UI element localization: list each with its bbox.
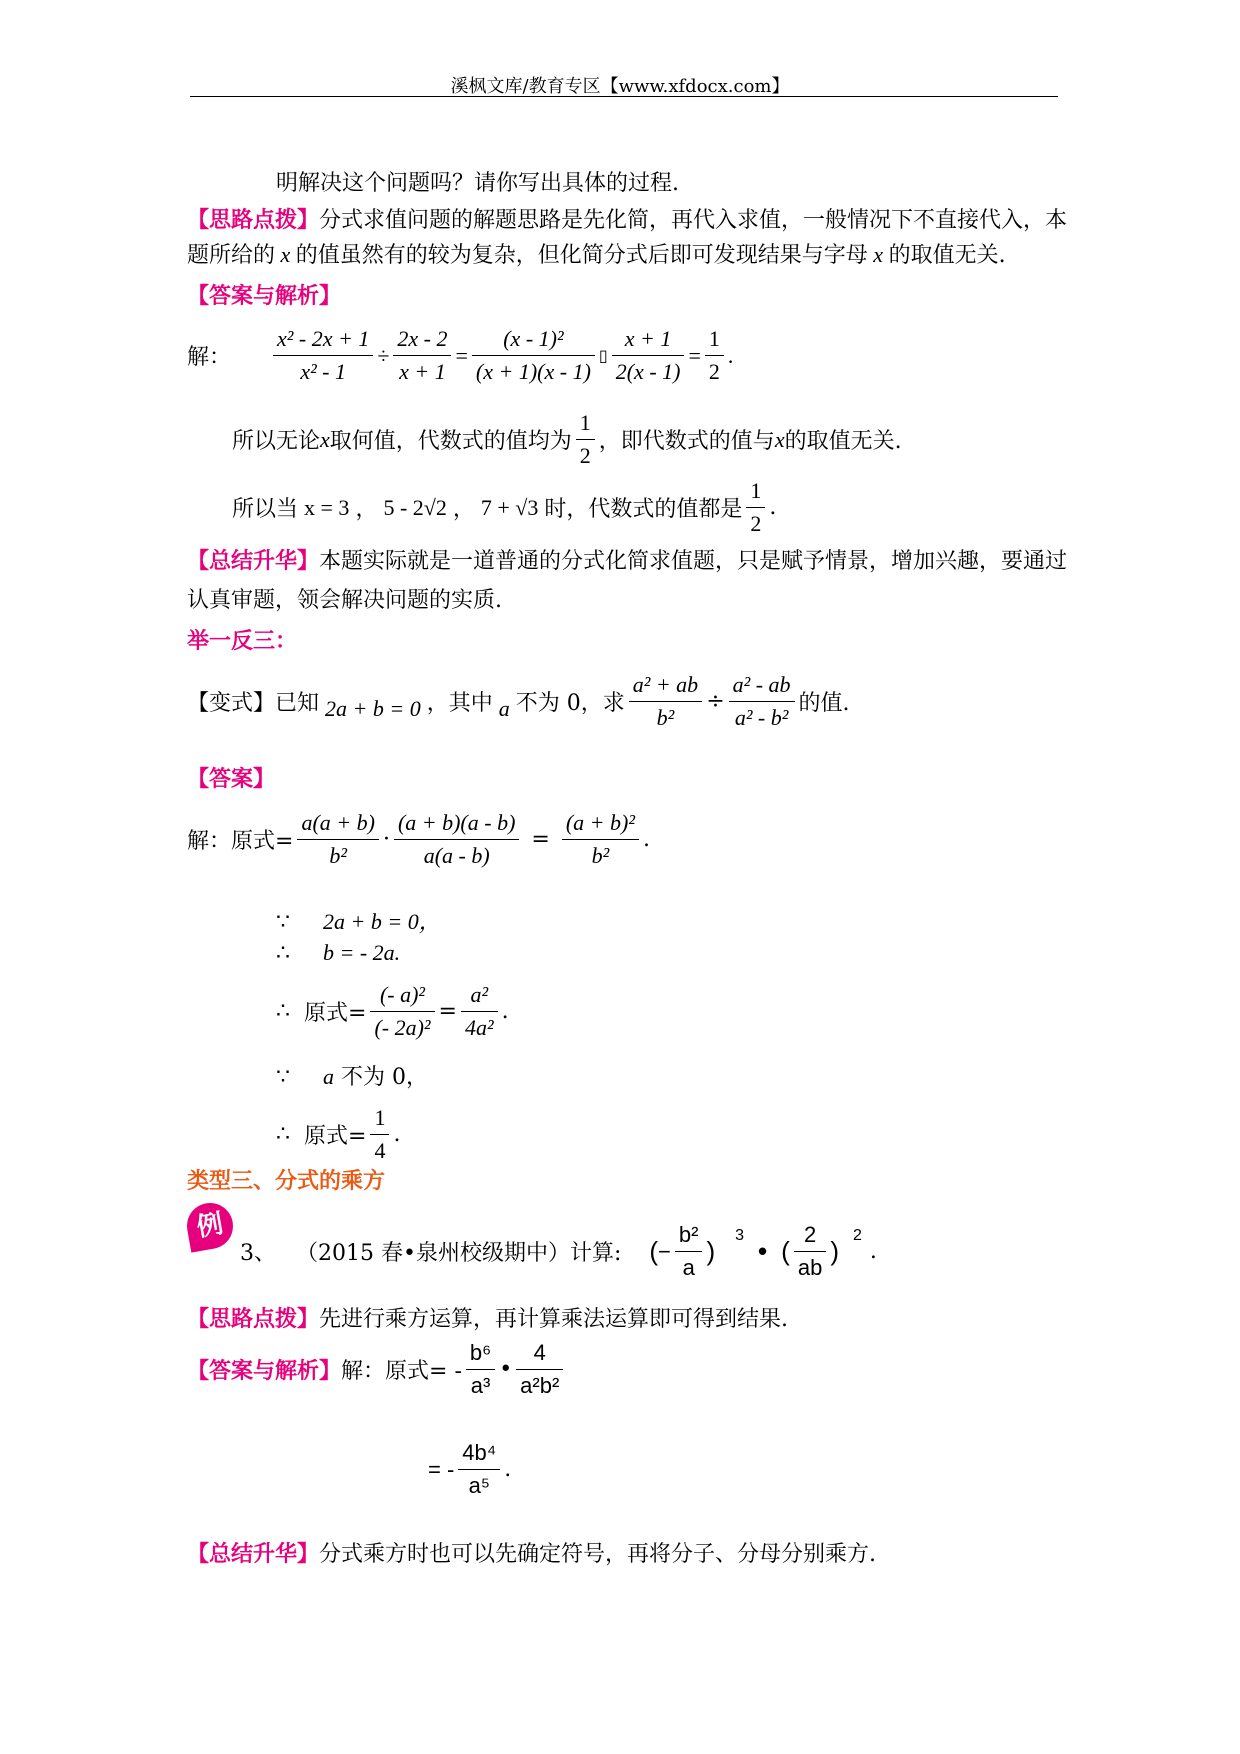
tip1-text-a: 分式求值问题的解题思路是先化简，再代入求值，一般情况下不直接代入，本 <box>319 208 1068 233</box>
fraction-result <box>461 982 498 1041</box>
page-header: 溪枫文库/教育专区【www.xfdocx.com】 <box>450 76 790 97</box>
denominator: a(a - b) <box>423 843 490 868</box>
period: . <box>393 1122 401 1147</box>
period: . <box>504 1457 512 1482</box>
numerator: 2x - 2 <box>393 326 451 356</box>
open-paren: ( <box>649 1236 659 1266</box>
text: 所以当 <box>232 497 299 522</box>
example-badge <box>183 1199 236 1252</box>
denominator: a³ <box>470 1373 491 1398</box>
solution3-expression <box>187 1340 567 1399</box>
period: . <box>642 827 650 852</box>
denominator: 4a² <box>464 1015 494 1040</box>
fraction-1 <box>629 672 702 731</box>
multiply-dot: • <box>499 1357 513 1382</box>
numerator: (x - 1)² <box>472 326 595 356</box>
close-paren: ) <box>830 1236 839 1266</box>
period: . <box>769 495 777 520</box>
denominator: 4 <box>374 1138 386 1163</box>
solution-prefix: 解： <box>187 345 232 370</box>
step-because-1 <box>276 905 441 936</box>
divide-sign: ÷ <box>377 342 390 368</box>
comma: ， <box>452 497 475 522</box>
exponent: 2 <box>852 1226 862 1244</box>
summary1-line-a <box>187 544 1067 575</box>
step-therefore-2 <box>276 982 509 1041</box>
value-three: 7 + √3 <box>480 494 539 520</box>
numerator: 1 <box>370 1105 389 1135</box>
denominator: a <box>682 1255 695 1280</box>
period: . <box>501 999 509 1024</box>
text: ，即代数式的值与 <box>598 429 775 454</box>
fraction-term2 <box>393 326 451 385</box>
answer1-label: 【答案与解析】 <box>187 284 342 309</box>
denominator: 2(x - 1) <box>615 359 681 384</box>
text: 所以无论 <box>232 429 321 454</box>
numerator: a² - ab <box>729 672 795 702</box>
tip1-text-b2: 的值虽然有的较为复杂，但化简分式后即可发现结果与字母 <box>295 243 868 268</box>
denominator: b² <box>329 843 347 868</box>
var-x: x <box>774 426 785 452</box>
solution2-expression <box>187 810 650 869</box>
numerator: 2 <box>794 1222 826 1252</box>
fraction-half <box>576 410 595 469</box>
continuation-line: 明解决这个问题吗？请你写出具体的过程. <box>276 171 679 196</box>
tip1-text-b3: 的取值无关. <box>888 243 1006 268</box>
numerator: x² - 2x + 1 <box>273 326 373 356</box>
summary1-text-a: 本题实际就是一道普通的分式化简求值题，只是赋予情景，增加兴趣，要通过 <box>319 549 1068 574</box>
denominator: x² - 1 <box>300 359 346 384</box>
tip2-label: 【思路点拨】 <box>187 1307 320 1332</box>
numerator: 4b⁴ <box>458 1440 500 1470</box>
fraction-quarter <box>370 1105 389 1164</box>
because-symbol: ∵ <box>276 1065 290 1090</box>
tip1-line-b <box>187 238 1006 269</box>
numerator: a² + ab <box>629 672 702 702</box>
conclusion1 <box>232 410 902 469</box>
therefore-symbol: ∴ <box>276 1122 290 1147</box>
dot-sign: · <box>382 827 390 852</box>
summary2-line <box>187 1537 876 1568</box>
header-rule <box>190 96 1058 97</box>
step-text: 原式= <box>304 1001 367 1026</box>
example-text: （2015 春•泉州校级期中）计算: <box>296 1241 622 1266</box>
solution-prefix: 解：原式= <box>187 829 294 854</box>
denominator: ab <box>797 1255 823 1280</box>
tip1-label: 【思路点拨】 <box>187 208 320 233</box>
fraction-term4 <box>612 326 685 385</box>
step-text: 不为 0， <box>341 1065 428 1090</box>
equals-sign: = <box>438 999 457 1024</box>
fraction-1 <box>466 1340 495 1399</box>
example-number: 3、 <box>240 1241 276 1266</box>
fraction-2 <box>729 672 795 731</box>
multiply-dot: • <box>758 1236 768 1266</box>
x-value: x = 3 <box>304 494 350 520</box>
summary1-label: 【总结升华】 <box>187 549 320 574</box>
answer2-label: 【答案】 <box>187 767 276 792</box>
numerator: b² <box>675 1222 703 1252</box>
equals-minus: = - <box>428 1456 455 1482</box>
numerator: 4 <box>516 1340 563 1370</box>
tip1-line-a <box>187 203 1067 234</box>
summary2-label: 【总结升华】 <box>187 1542 320 1567</box>
therefore-symbol: ∴ <box>276 941 290 966</box>
period: . <box>869 1239 877 1264</box>
fraction-3 <box>562 810 639 869</box>
because-symbol: ∵ <box>276 910 290 935</box>
denominator: (x + 1)(x - 1) <box>475 359 591 384</box>
therefore-symbol: ∴ <box>276 999 290 1024</box>
close-paren: ) <box>706 1236 716 1266</box>
fraction-term3 <box>472 326 595 385</box>
numerator: x + 1 <box>612 326 685 356</box>
numerator: 1 <box>746 478 765 508</box>
denominator: b² <box>591 843 610 868</box>
var-x: x <box>275 242 296 267</box>
var-a: a <box>498 695 510 721</box>
variant-label: 【变式】已知 <box>187 691 320 716</box>
text: 不为 0，求 <box>515 691 625 716</box>
solution-prefix: 解：原式= - <box>341 1359 462 1384</box>
fraction-2 <box>394 810 519 869</box>
denominator: 2 <box>750 511 762 536</box>
condition: 2a + b = 0 <box>325 695 421 721</box>
fraction-step <box>370 982 434 1041</box>
denominator: x + 1 <box>399 359 446 384</box>
step-therefore-3 <box>276 1105 400 1164</box>
numerator: (a + b)(a - b) <box>394 810 519 840</box>
denominator: a² - b² <box>734 705 789 730</box>
step-text: b = - 2a. <box>323 940 401 965</box>
step-therefore-1 <box>276 940 400 966</box>
period: . <box>727 342 734 368</box>
numerator: 1 <box>576 410 595 440</box>
equals-sign: = <box>688 342 701 368</box>
value-two: 5 - 2√2 <box>383 494 447 520</box>
solution1-expression <box>187 326 733 385</box>
numerator: (- a)² <box>370 982 434 1012</box>
summary2-text: 分式乘方时也可以先确定符号，再将分子、分母分别乘方. <box>319 1542 877 1567</box>
comma: ， <box>355 497 378 522</box>
minus-sign: − <box>658 1238 671 1264</box>
power-fraction-2 <box>794 1222 826 1281</box>
fraction-2 <box>516 1340 563 1399</box>
divide-sign: ÷ <box>706 689 725 714</box>
section-heading-type3: 类型三、分式的乘方 <box>187 1169 386 1194</box>
example3-problem <box>240 1222 877 1281</box>
equals-sign: = <box>531 827 550 852</box>
denominator: a⁵ <box>468 1473 490 1498</box>
fraction-half <box>746 478 765 537</box>
text: 的取值无关. <box>784 429 902 454</box>
variant-problem <box>187 672 850 731</box>
juyi-heading: 举一反三： <box>187 629 298 654</box>
numerator: a(a + b) <box>297 810 379 840</box>
var-a: a <box>323 1064 334 1089</box>
fraction-1 <box>297 810 379 869</box>
denominator: 2 <box>579 443 591 468</box>
text: ，其中 <box>426 691 493 716</box>
answer3-label: 【答案与解析】 <box>187 1359 342 1384</box>
step-text: 原式= <box>304 1124 367 1149</box>
missing-glyph: ▯ <box>598 347 608 365</box>
open-paren: ( <box>781 1236 790 1266</box>
example-badge-label: 例 <box>194 1208 226 1244</box>
fraction-result <box>458 1440 500 1499</box>
summary1-line-b: 认真审题，领会解决问题的实质. <box>187 588 502 613</box>
denominator: (- 2a)² <box>374 1015 431 1040</box>
denominator: 2 <box>708 359 720 384</box>
numerator: b⁶ <box>466 1340 495 1370</box>
solution3-result <box>428 1440 511 1499</box>
power-fraction-1 <box>675 1222 703 1281</box>
text: 的值. <box>798 691 850 716</box>
fraction-term1 <box>273 326 373 385</box>
numerator: 1 <box>705 326 724 356</box>
step-because-2 <box>276 1060 428 1091</box>
step-text: 2a + b = 0， <box>323 909 441 934</box>
var-x: x <box>320 426 330 452</box>
tip2-text: 先进行乘方运算，再计算乘法运算即可得到结果. <box>319 1307 789 1332</box>
numerator: (a + b)² <box>562 810 639 840</box>
text: 时，代数式的值都是 <box>544 497 743 522</box>
equals-sign: = <box>455 342 468 368</box>
tip2-line <box>187 1302 788 1333</box>
var-x: x <box>867 242 889 267</box>
numerator: a² <box>461 982 498 1012</box>
conclusion2 <box>232 478 776 537</box>
text: 取何值，代数式的值均为 <box>329 429 572 454</box>
tip1-text-b1: 题所给的 <box>187 243 276 268</box>
denominator: b² <box>656 705 675 730</box>
fraction-result <box>705 326 724 385</box>
denominator: a²b² <box>520 1373 560 1398</box>
exponent: 3 <box>735 1226 745 1244</box>
